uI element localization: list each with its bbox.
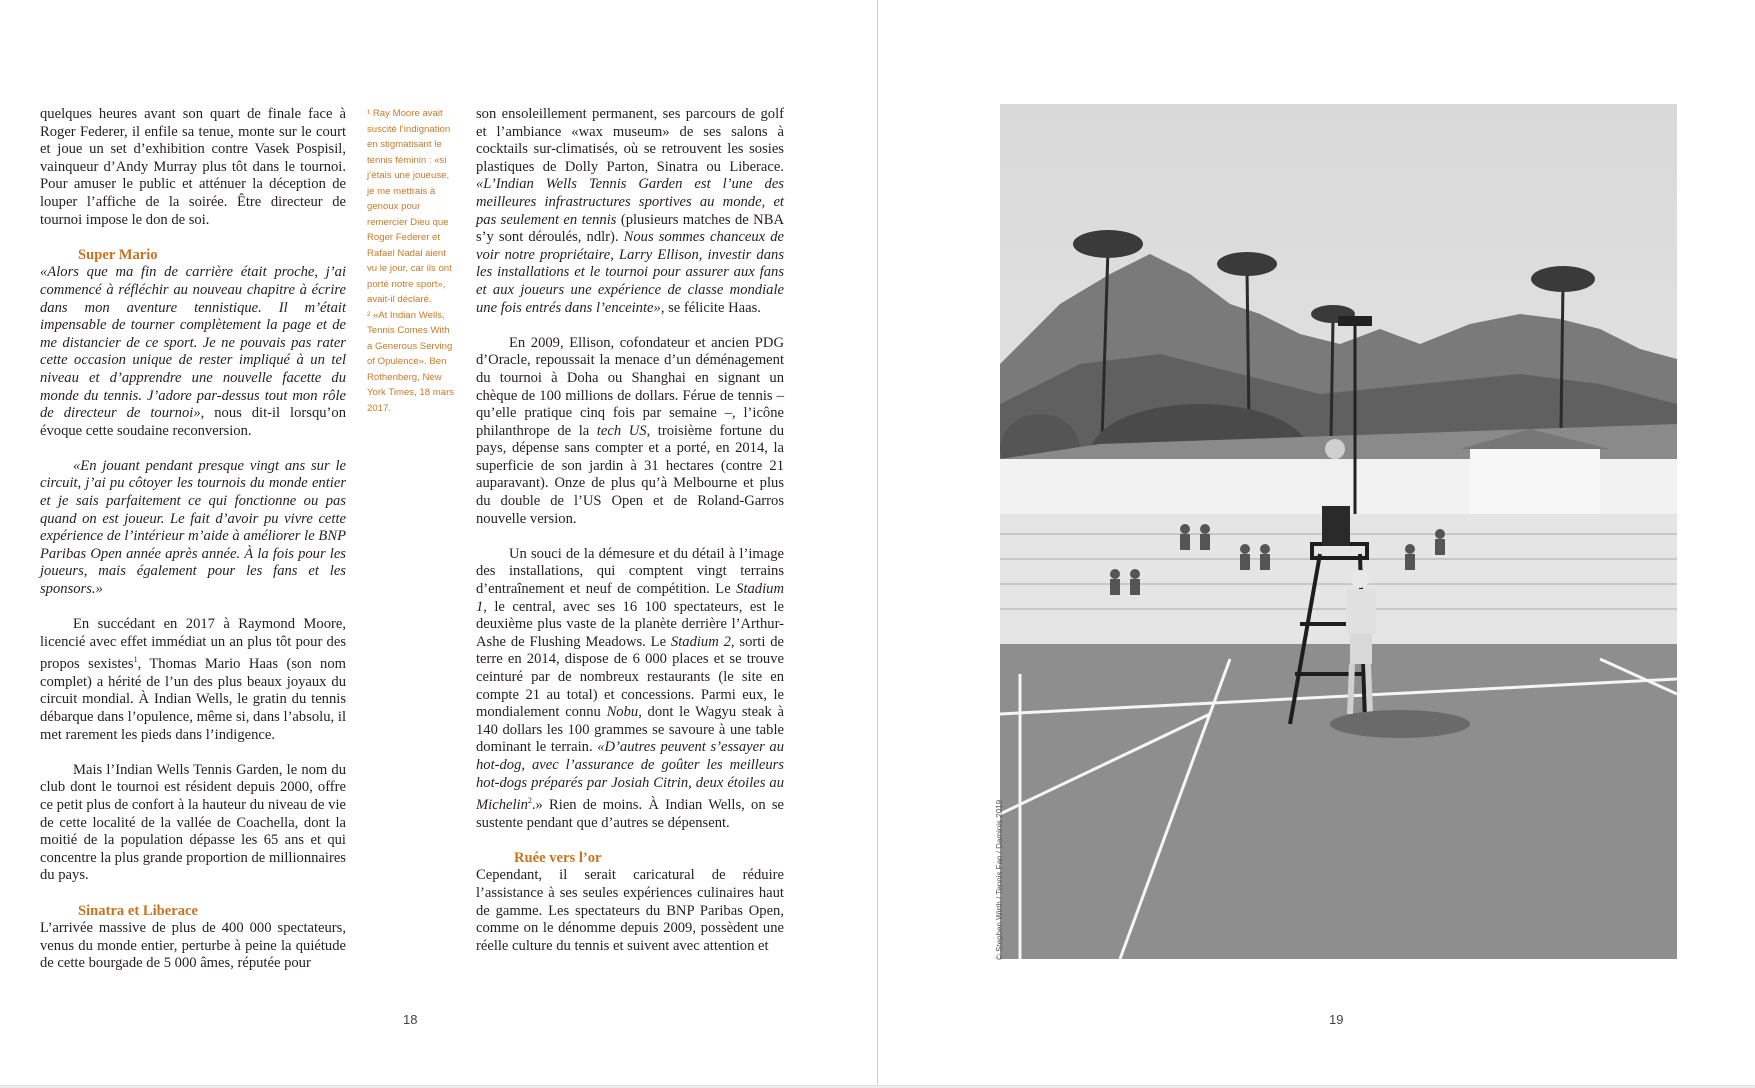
left-page xyxy=(0,0,878,1085)
paragraph xyxy=(40,616,346,744)
tennis-court-photo xyxy=(1000,104,1677,959)
paragraph: L’arrivée massive de plus de 400 000 spectateurs, venus du monde entier, perturbe à peine la quiétude de cette bourgade de 5 000 âmes, réputée pour xyxy=(40,920,346,972)
italic-text: tech US xyxy=(596,422,647,439)
text-column-2 xyxy=(476,106,784,955)
page-number: 18 xyxy=(403,1012,418,1027)
paragraph: Mais l’Indian Wells Tennis Garden, le nom du club dont le tournoi est résident depuis 2000, offre ce petit plus de confort à la hauteur du niveau de vie de cette localité de la vallée de Coachella, dont la moitié de la population dépasse les 65 ans et qui concentre la plus grande proportion de millionnaires du pays. xyxy=(40,761,346,884)
paragraph-text: , le central, avec ses 16 100 spectateurs, est le deuxième plus vaste de la planète derrière l’Arthur-Ashe de Flushing Meadows. Le xyxy=(476,598,784,650)
paragraph-text: Un souci de la démesure et du détail à l’image des installations, qui comptent vingt terrains d’entraînement et neuf de compétition. Le xyxy=(476,545,784,598)
paragraph-text: , dont le Wagyu steak à 140 dollars les 100 grammes se savoure à une table dominant le terrain. xyxy=(476,704,784,756)
paragraph-text: , nous dit-il lorsqu’on évoque cette soudaine reconversion. xyxy=(40,405,346,439)
paragraph xyxy=(476,106,784,317)
paragraph: Cependant, il serait caricatural de réduire l’assistance à ses seules expériences culinaires haut de gamme. Les spectateurs du BNP Paribas Open, comme on le dénomme depuis 2009, possèdent une réelle culture du tennis et suivent avec attention et xyxy=(476,867,784,954)
paragraph-text: En 2009, Ellison, cofondateur et ancien PDG d’Oracle, repoussait la menace d’un déménagement du tournoi à Doha ou Shanghai en signant un chèque de 100 millions de dollars. Férue de tennis – qu’elle pratique cinq fois par semaine –, l’icône philanthrope de la xyxy=(476,334,784,439)
quote-text: «L’Indian Wells Tennis Garden est l’une des meilleures infrastructures sportives au monde, et pas seulement en tennis xyxy=(476,176,784,228)
section-heading-ruee: Ruée vers l’or xyxy=(514,849,602,866)
paragraph xyxy=(476,546,784,832)
text-column-1 xyxy=(40,106,346,973)
paragraph: quelques heures avant son quart de finale face à Roger Federer, il enfile sa tenue, monte sur le court et joue un set d’exhibition contre Vasek Pospisil, vainqueur d’Andy Murray plus tôt dans le tournoi. Pour amuser le public et atténuer la déception de louper l’affiche de la soirée. Être directeur de tournoi impose le don de soi. xyxy=(40,106,346,228)
footnote-2: ² «At Indian Wells, Tennis Comes With a Generous Serving of Opulence». Ben Rothenberg, New York Times, 18 mars 2017. xyxy=(367,309,455,414)
paragraph-text: , Thomas Mario Haas (son nom complet) a hérité de l’un des plus beaux joyaux du circuit mondial. À Indian Wells, le gratin du tennis débarque dans l’opulence, même si, dans l’absolu, il met rarement les pieds dans l’indigence. xyxy=(40,656,347,743)
quote-text: «En jouant pendant presque vingt ans sur le circuit, j’ai pu côtoyer les tournois du monde entier et je sais parfaitement ce qui fonctionne ou pas quand on est joueur. Le fait d’avoir pu vivre cette expérience de l’intérieur m’aide à améliorer le BNP Paribas Open année après année. À la fois pour les joueurs, mais également pour les fans et les sponsors.» xyxy=(40,457,346,598)
paragraph-text: , troisième fortune du pays, dépense sans compter et a porté, en 2014, la superficie de son jardin à 31 hectares (contre 21 auparavant). Onze de plus qu’à Melbourne et plus du double de l’US Open et de Roland-Garros nouvelle version. xyxy=(476,422,785,527)
paragraph-text: , se félicite Haas. xyxy=(660,299,761,316)
paragraph xyxy=(476,335,784,529)
photo-credit: © Stephen Wirth / Tennis Fan / Daminis 2019 xyxy=(995,799,1004,960)
page-number: 19 xyxy=(1329,1012,1344,1027)
section-heading-sinatra: Sinatra et Liberace xyxy=(78,902,198,919)
paragraph-text: .» Rien de moins. À Indian Wells, on se sustente pendant que d’autres se dépensent. xyxy=(476,797,784,831)
paragraph-text: , sorti de terre en 2014, dispose de 6 000 places et se trouve ceinturé par de nombreux restaurants (le site en compte 21 au total) et concessions. Parmi eux, le mondialement connu xyxy=(476,633,785,721)
paragraph xyxy=(40,264,346,440)
paragraph-text: (plusieurs matches de NBA s’y sont déroulés, ndlr). xyxy=(476,211,784,246)
italic-text: Stadium 2 xyxy=(670,633,731,650)
quote-text: «Alors que ma fin de carrière était proche, j’ai commencé à réfléchir au nouveau chapitre à écrire dans mon aventure tennistique. Il m’était impensable de tourner complètement la page et de me distancier de ce sport. Je ne pouvais pas rater cette occasion unique de rester impliqué à un tel niveau et d’apprendre une nouvelle facette du monde du tennis. J’adore par-dessus tout mon rôle de directeur de tournoi» xyxy=(40,264,346,422)
quote-text: Nous sommes chanceux de voir notre propriétaire, Larry Ellison, investir dans les installations et le tournoi pour assurer aux fans et aux joueurs une expérience de classe mondiale une fois entrés dans l’enceinte» xyxy=(476,229,784,316)
paragraph-text: son ensoleillement permanent, ses parcours de golf et l’ambiance «wax museum» de ses salons à cocktails sur-climatisés, où se retrouvent les sosies plastiques de Dolly Parton, Sinatra ou Liberace. xyxy=(476,106,784,175)
footnotes-column xyxy=(367,106,455,416)
italic-text: Stadium 1 xyxy=(476,581,784,615)
footnote-1: ¹ Ray Moore avait suscité l’indignation en stigmatisant le tennis féminin : «si j’étais une joueuse, je me mettrais à genoux pour remercier Dieu que Roger Federer et Rafael Nadal aient vu le jour, car ils ont porté notre sport», avait-il déclaré. xyxy=(367,108,452,305)
quote-paragraph xyxy=(40,458,346,599)
section-heading-super-mario: Super Mario xyxy=(78,246,158,263)
photo-illustration xyxy=(1000,104,1677,959)
footnote-ref: 2 xyxy=(527,796,532,806)
quote-text: «D’autres peuvent s’essayer au hot-dog, avec l’assurance de goûter les meilleurs hot-dogs préparés par Josiah Citrin, deux étoiles au Michelin xyxy=(476,739,784,814)
footnote-ref: 1 xyxy=(133,655,138,665)
paragraph-text: En succédant en 2017 à Raymond Moore, licencié avec effet immédiat un an plus tôt pour des propos sexistes xyxy=(40,616,346,673)
italic-text: Nobu xyxy=(606,704,639,721)
